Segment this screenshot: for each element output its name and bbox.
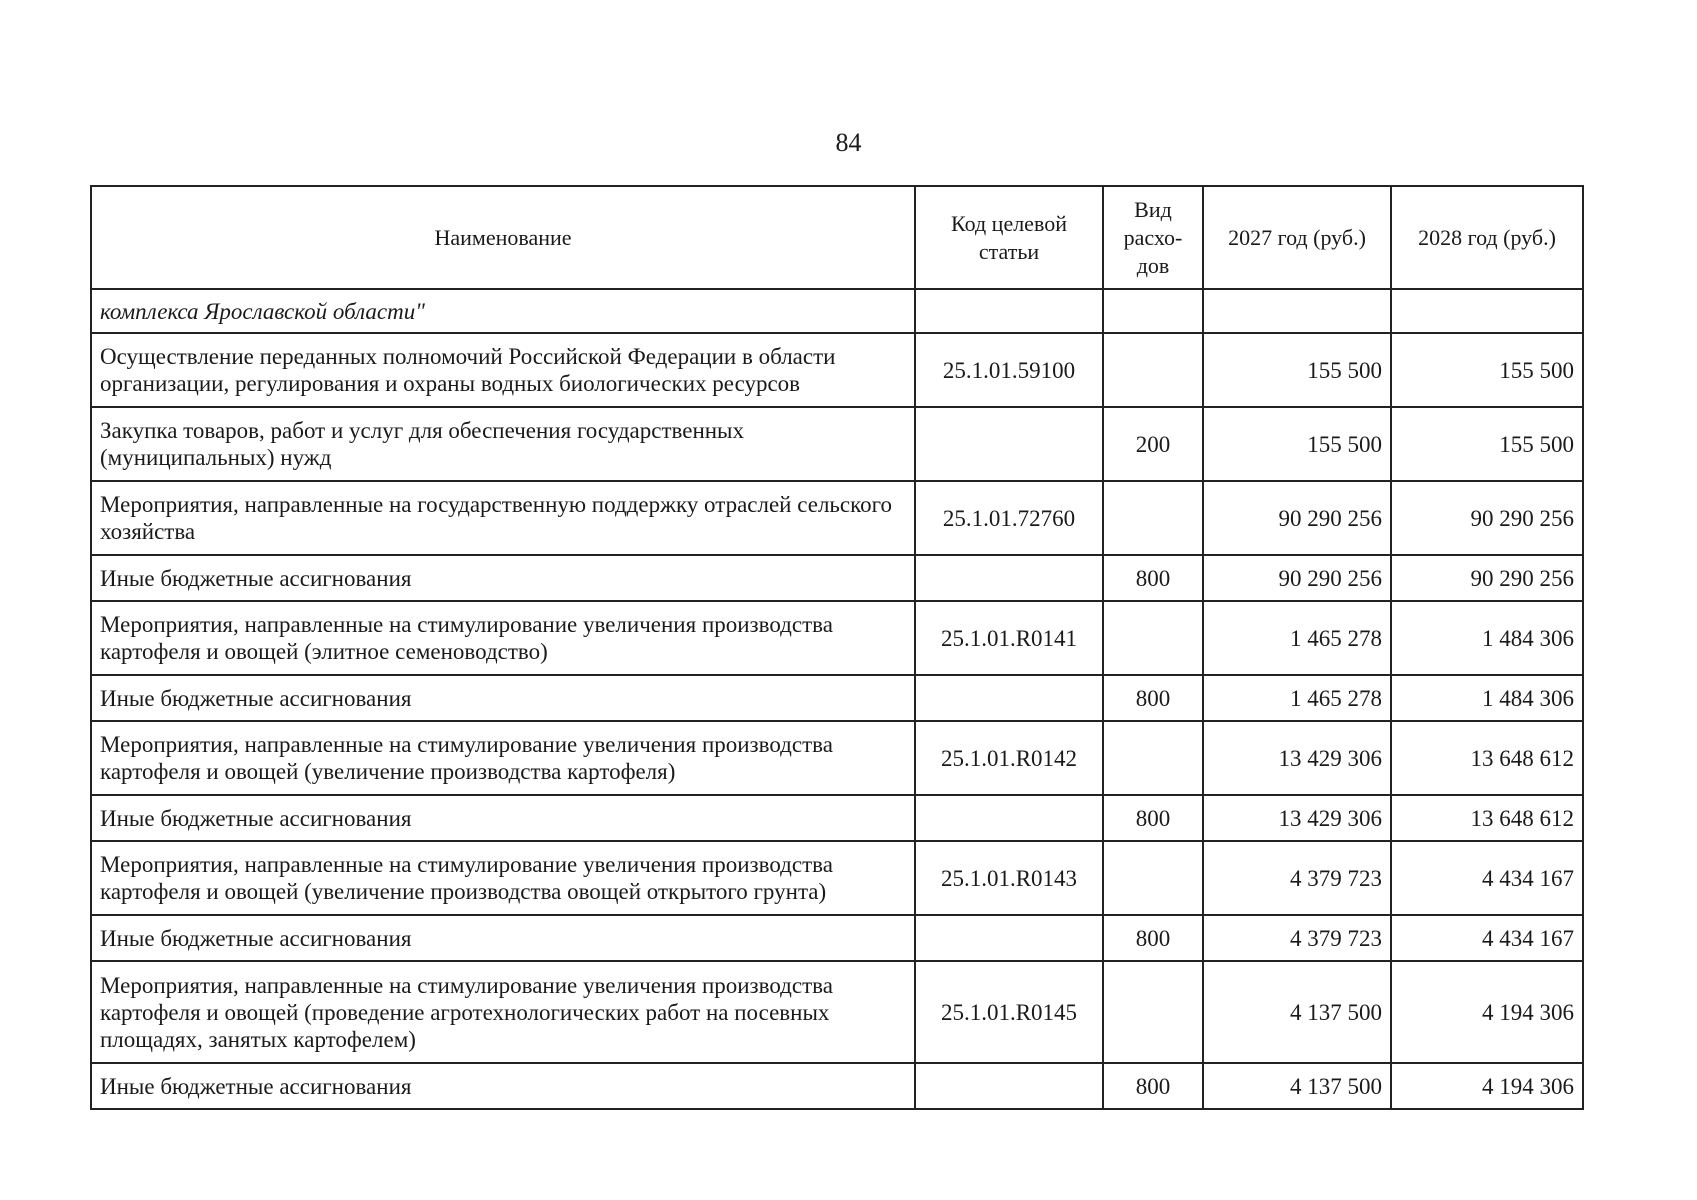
table-row (91, 1063, 1583, 1109)
row-amount-2027: 13 429 306 (1203, 795, 1391, 841)
row-amount-2027: 4 379 723 (1203, 841, 1391, 915)
table-row (91, 841, 1583, 915)
row-amount-2027: 4 137 500 (1203, 961, 1391, 1063)
row-code (915, 407, 1103, 481)
row-kind (1103, 289, 1203, 333)
row-amount-2028: 155 500 (1391, 333, 1583, 407)
row-code (915, 555, 1103, 601)
row-name: Иные бюджетные ассигнования (91, 795, 915, 841)
table-row (91, 601, 1583, 675)
row-code: 25.1.01.R0145 (915, 961, 1103, 1063)
table-row (91, 333, 1583, 407)
row-amount-2028: 13 648 612 (1391, 721, 1583, 795)
row-code (915, 915, 1103, 961)
row-amount-2028: 90 290 256 (1391, 555, 1583, 601)
row-kind (1103, 721, 1203, 795)
row-amount-2027: 4 379 723 (1203, 915, 1391, 961)
row-kind (1103, 333, 1203, 407)
row-name: Мероприятия, направленные на стимулирование увеличения производства картофеля и овощей (элитное семеноводство) (91, 601, 915, 675)
header-year-2028: 2028 год (руб.) (1391, 186, 1583, 289)
row-name: Иные бюджетные ассигнования (91, 915, 915, 961)
header-name: Наименование (91, 186, 915, 289)
row-amount-2027: 1 465 278 (1203, 675, 1391, 721)
budget-table (90, 185, 1584, 1110)
row-amount-2027: 1 465 278 (1203, 601, 1391, 675)
row-name: Мероприятия, направленные на стимулирование увеличения производства картофеля и овощей (проведение агротехнологических работ на посевных площадях, занятых картофелем) (91, 961, 915, 1063)
row-name: Иные бюджетные ассигнования (91, 1063, 915, 1109)
row-code: 25.1.01.R0141 (915, 601, 1103, 675)
row-amount-2027: 155 500 (1203, 333, 1391, 407)
row-name: Закупка товаров, работ и услуг для обеспечения государственных (муниципальных) нужд (91, 407, 915, 481)
row-kind: 800 (1103, 675, 1203, 721)
table-header-row (91, 186, 1583, 289)
row-kind (1103, 961, 1203, 1063)
row-kind: 800 (1103, 915, 1203, 961)
row-kind (1103, 841, 1203, 915)
row-kind (1103, 481, 1203, 555)
header-code: Код целевой статьи (915, 186, 1103, 289)
row-amount-2028: 1 484 306 (1391, 675, 1583, 721)
row-amount-2027: 90 290 256 (1203, 481, 1391, 555)
row-code: 25.1.01.72760 (915, 481, 1103, 555)
row-code: 25.1.01.R0143 (915, 841, 1103, 915)
row-code (915, 675, 1103, 721)
row-kind: 200 (1103, 407, 1203, 481)
row-amount-2027: 13 429 306 (1203, 721, 1391, 795)
row-name: Иные бюджетные ассигнования (91, 555, 915, 601)
row-amount-2028: 4 434 167 (1391, 841, 1583, 915)
row-name: Осуществление переданных полномочий Российской Федерации в области организации, регулирования и охраны водных биологических ресурсов (91, 333, 915, 407)
table-row (91, 915, 1583, 961)
row-amount-2027: 90 290 256 (1203, 555, 1391, 601)
row-kind (1103, 601, 1203, 675)
row-kind: 800 (1103, 795, 1203, 841)
row-amount-2028: 155 500 (1391, 407, 1583, 481)
row-name: Иные бюджетные ассигнования (91, 675, 915, 721)
row-code (915, 795, 1103, 841)
table-row (91, 407, 1583, 481)
page-number: 84 (835, 128, 862, 157)
table-row (91, 555, 1583, 601)
table-row (91, 675, 1583, 721)
row-amount-2028: 1 484 306 (1391, 601, 1583, 675)
row-code (915, 1063, 1103, 1109)
row-name: Мероприятия, направленные на стимулирование увеличения производства картофеля и овощей (увеличение производства картофеля) (91, 721, 915, 795)
table-row (91, 289, 1583, 333)
table-row (91, 481, 1583, 555)
table-row (91, 795, 1583, 841)
row-code: 25.1.01.59100 (915, 333, 1103, 407)
row-amount-2028: 4 194 306 (1391, 961, 1583, 1063)
row-amount-2028 (1391, 289, 1583, 333)
row-name: комплекса Ярославской области" (91, 289, 915, 333)
row-name: Мероприятия, направленные на государственную поддержку отраслей сельского хозяйства (91, 481, 915, 555)
row-amount-2027: 155 500 (1203, 407, 1391, 481)
header-kind: Вид расхо-дов (1103, 186, 1203, 289)
header-year-2027: 2027 год (руб.) (1203, 186, 1391, 289)
row-amount-2028: 4 434 167 (1391, 915, 1583, 961)
table-row (91, 961, 1583, 1063)
row-amount-2027 (1203, 289, 1391, 333)
table-row (91, 721, 1583, 795)
row-code: 25.1.01.R0142 (915, 721, 1103, 795)
row-amount-2028: 4 194 306 (1391, 1063, 1583, 1109)
row-amount-2027: 4 137 500 (1203, 1063, 1391, 1109)
row-kind: 800 (1103, 1063, 1203, 1109)
row-kind: 800 (1103, 555, 1203, 601)
row-name: Мероприятия, направленные на стимулирование увеличения производства картофеля и овощей (увеличение производства овощей открытого грунта) (91, 841, 915, 915)
row-amount-2028: 13 648 612 (1391, 795, 1583, 841)
row-code (915, 289, 1103, 333)
row-amount-2028: 90 290 256 (1391, 481, 1583, 555)
